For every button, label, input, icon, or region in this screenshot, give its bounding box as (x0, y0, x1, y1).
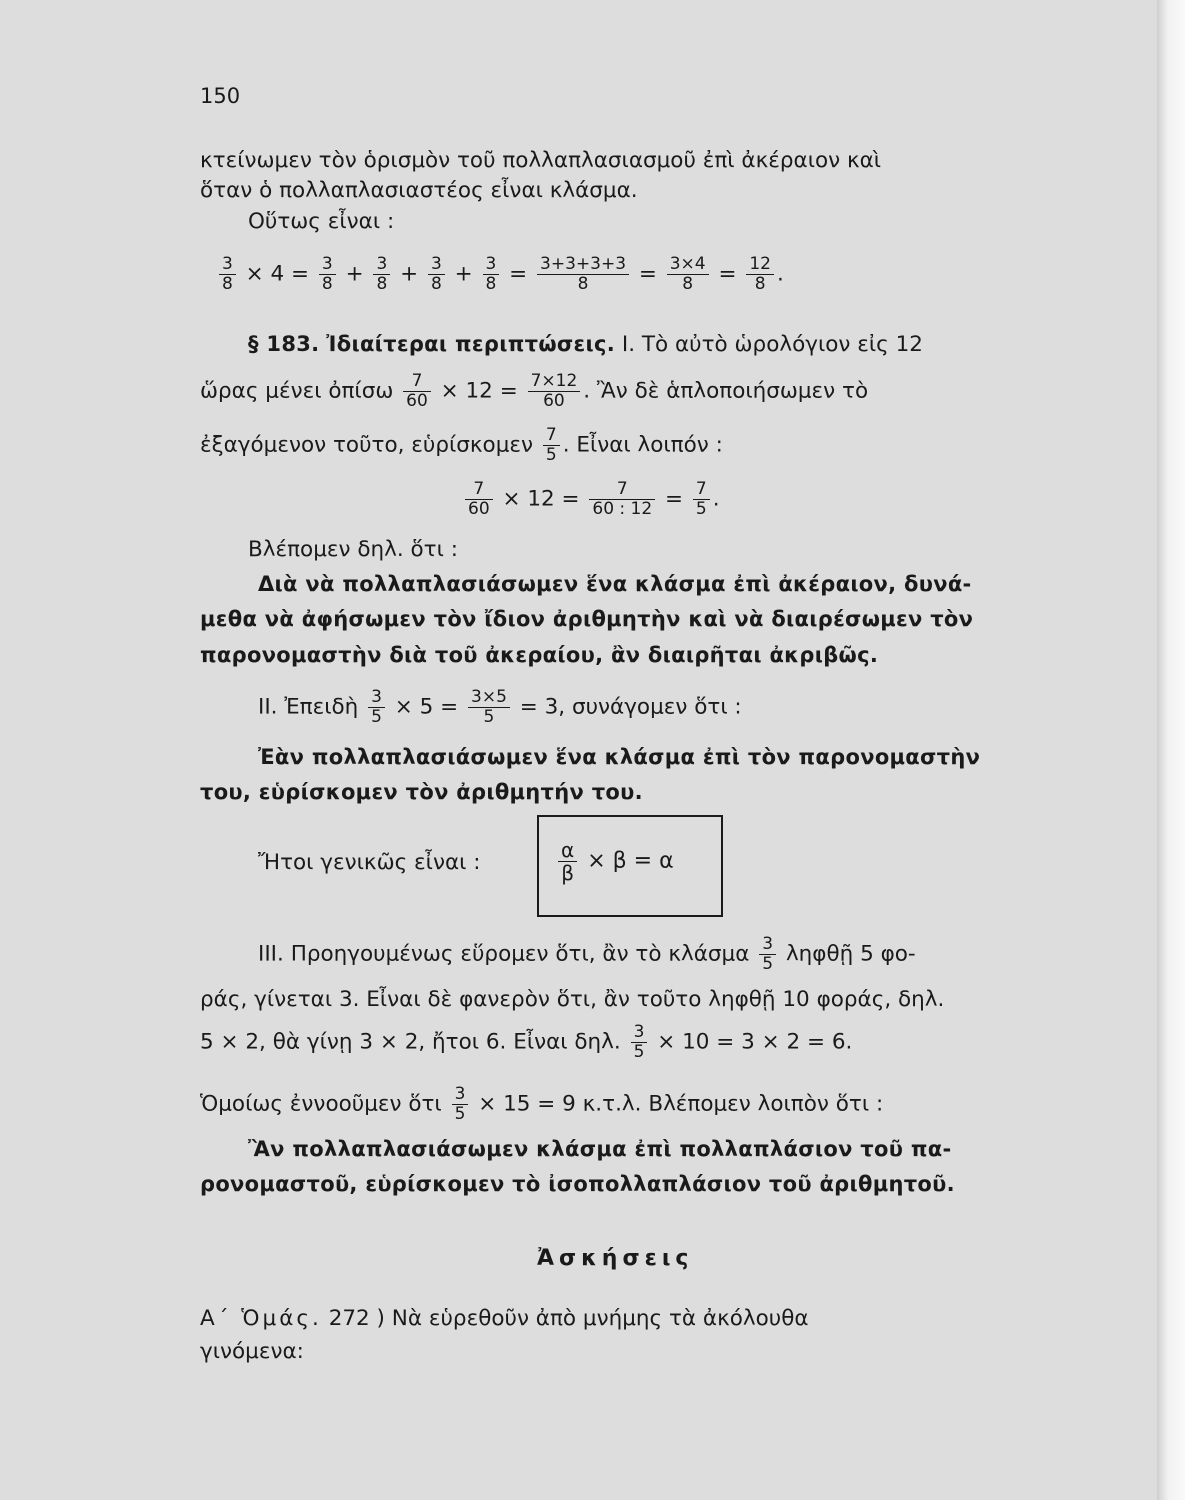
rule-3-line-2: ρονομαστοῦ, εὑρίσκομεν τὸ ἰσοπολλαπλάσιον τοῦ ἀριθμητοῦ. (200, 1172, 955, 1196)
scan-edge (1157, 0, 1185, 1500)
case-3-line-4: Ὁμοίως ἐννοοῦμεν ὅτι $\frac{3}{5}$ × 15 = 9 κ.τ.λ. Βλέπομεν λοιπὸν ὅτι : (200, 1084, 884, 1124)
exercises-line-1: Α΄ Ὁμάς. 272 ) Νὰ εὑρεθοῦν ἀπὸ μνήμης τὰ ἀκόλουθα (200, 1306, 809, 1331)
exercises-line-2: γινόμενα: (200, 1339, 304, 1364)
section-183-line-2: ὥρας μένει ὀπίσω $\frac{7}{60}$ × 12 = $\frac{7\times 12}{60}$ . Ἂν δὲ ἁπλοποιήσωμεν τὸ (200, 371, 869, 411)
general-formula: $\frac{\alpha}{\beta}$ × β = α (555, 839, 674, 884)
equation-2: $\frac{7}{60}$ × 12 = $\frac{7}{60 : 12}$ = $\frac{7}{5}$ . (462, 480, 720, 519)
case-3-line-1: ΙΙΙ. Προηγουμένως εὕρομεν ὅτι, ἂν τὸ κλάσμα $\frac{3}{5}$ ληφθῇ 5 φο- (258, 934, 916, 974)
intro-line-3: Οὕτως εἶναι : (248, 209, 395, 234)
fraction: $\frac{3}{5}$ (759, 935, 776, 974)
fraction: $\frac{3}{5}$ (631, 1023, 648, 1062)
rule-1-line-1: Διὰ νὰ πολλαπλασιάσωμεν ἕνα κλάσμα ἐπὶ ἀκέραιον, δυνά- (258, 572, 972, 596)
fraction: $\frac{3}{5}$ (368, 688, 385, 727)
section-183-line-3: ἐξαγόμενον τοῦτο, εὑρίσκομεν $\frac{7}{5}$ . Εἶναι λοιπόν : (200, 425, 723, 465)
fraction: $\frac{3}{8}$ (483, 255, 500, 294)
page-number: 150 (200, 84, 241, 108)
fraction: $\frac{3}{8}$ (428, 255, 445, 294)
exercises-heading: Ἀσκήσεις (537, 1246, 694, 1271)
general-formula-label: Ἤτοι γενικῶς εἶναι : (258, 850, 481, 875)
intro-line-1: κτείνωμεν τὸν ὁρισμὸν τοῦ πολλαπλασιασμοῦ ἐπὶ ἀκέραιον καὶ (200, 148, 882, 173)
rule-1-line-2: μεθα νὰ ἀφήσωμεν τὸν ἴδιον ἀριθμητὴν καὶ νὰ διαιρέσωμεν τὸν (200, 607, 974, 631)
observation-line: Βλέπομεν δηλ. ὅτι : (248, 537, 458, 562)
fraction: $\frac{3}{8}$ (319, 255, 336, 294)
section-number: § 183. (248, 332, 320, 356)
rule-3-line-1: Ἂν πολλαπλασιάσωμεν κλάσμα ἐπὶ πολλαπλάσιον τοῦ πα- (248, 1137, 952, 1161)
fraction: $\frac{3}{5}$ (452, 1085, 469, 1124)
rule-2-line-2: του, εὑρίσκομεν τὸν ἀριθμητήν του. (200, 780, 643, 804)
fraction: $\frac{7}{5}$ (693, 480, 710, 519)
fraction: $\frac{7}{60}$ (403, 372, 431, 411)
equation-1: $\frac{3}{8}$ × 4 = $\frac{3}{8}$ + $\frac{3}{8}$ + $\frac{3}{8}$ + $\frac{3}{8}$ = $\frac{3+3+3+3}{8}$ = $\frac{3\times 4}{8}$ = $\frac{12}{8}$ . (216, 255, 784, 294)
fraction: $\frac{3+3+3+3}{8}$ (537, 255, 629, 294)
rule-2-line-1: Ἐὰν πολλαπλασιάσωμεν ἕνα κλάσμα ἐπὶ τὸν παρονομαστὴν (258, 745, 981, 769)
fraction: $\frac{12}{8}$ (746, 255, 774, 294)
case-3-line-3: 5 × 2, θὰ γίνῃ 3 × 2, ἤτοι 6. Εἶναι δηλ. $\frac{3}{5}$ × 10 = 3 × 2 = 6. (200, 1022, 853, 1062)
fraction: $\frac{\alpha}{\beta}$ (558, 839, 577, 884)
fraction: $\frac{7\times 12}{60}$ (528, 372, 581, 411)
fraction: $\frac{7}{60 : 12}$ (589, 480, 655, 519)
fraction: $\frac{3}{8}$ (373, 255, 390, 294)
section-title: Ἰδιαίτεραι περιπτώσεις. (326, 332, 616, 356)
fraction: $\frac{7}{60}$ (465, 480, 493, 519)
case-2-line: ΙΙ. Ἐπειδὴ $\frac{3}{5}$ × 5 = $\frac{3\times 5}{5}$ = 3, συνάγομεν ὅτι : (258, 687, 742, 727)
general-formula-box (537, 815, 723, 917)
fraction: $\frac{3}{8}$ (219, 255, 236, 294)
rule-1-line-3: παρονομαστὴν διὰ τοῦ ἀκεραίου, ἂν διαιρῆται ἀκριβῶς. (200, 643, 879, 667)
intro-line-2: ὅταν ὁ πολλαπλασιαστέος εἶναι κλάσμα. (200, 178, 638, 203)
section-183-heading: § 183. Ἰδιαίτεραι περιπτώσεις. Ι. Τὸ αὐτὸ ὡρολόγιον εἰς 12 (248, 332, 923, 357)
fraction: $\frac{7}{5}$ (543, 426, 560, 465)
case-3-line-2: ράς, γίνεται 3. Εἶναι δὲ φανερὸν ὅτι, ἂν τοῦτο ληφθῇ 10 φοράς, δηλ. (200, 987, 945, 1012)
fraction: $\frac{3\times 5}{5}$ (468, 688, 510, 727)
fraction: $\frac{3\times 4}{8}$ (667, 255, 709, 294)
